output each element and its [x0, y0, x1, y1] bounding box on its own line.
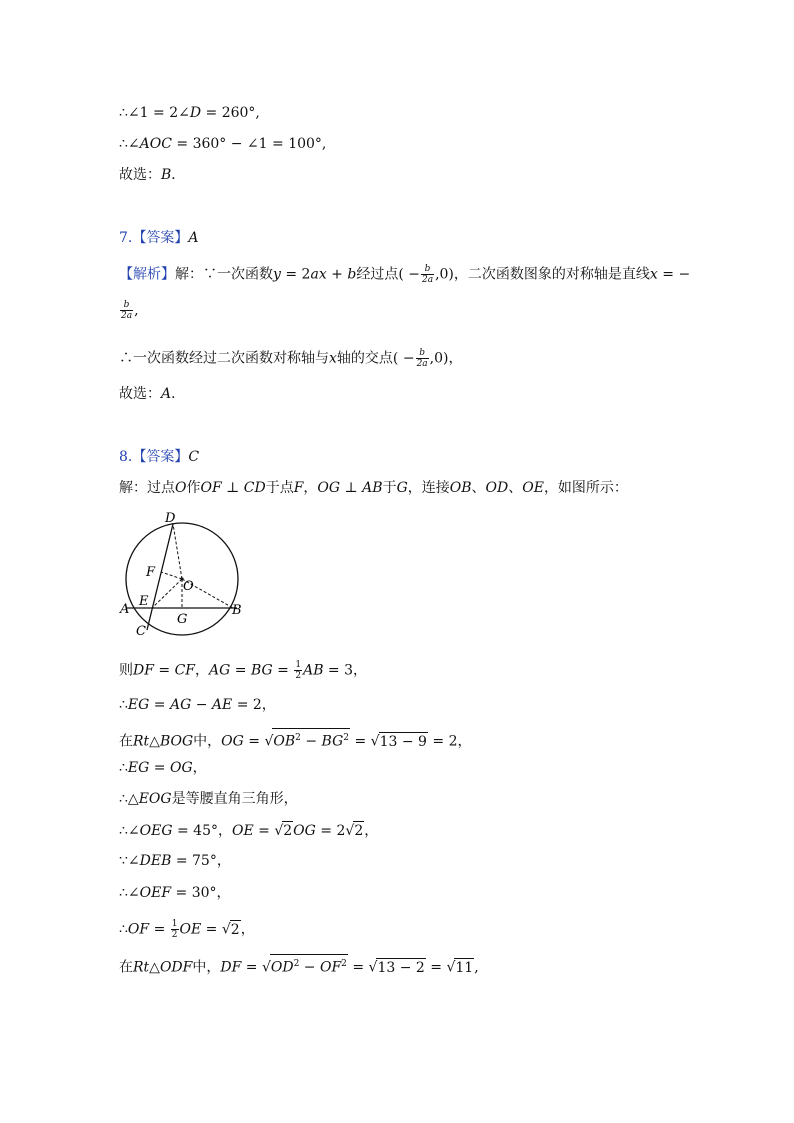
q8-line-10: ∴OF = $\frac{1}{2}$ OE = √2， [119, 919, 255, 940]
q8-answer-tag: 【答案】 [132, 449, 189, 465]
q7-answer-heading [119, 229, 198, 247]
q8-line-2: 则DF = CF，AG = BG = $\frac{1}{2}$ AB = 3， [119, 660, 368, 681]
label-c: C [136, 624, 146, 638]
q7-explanation: 【解析】解：∵一次函数y = 2ax + b经过点( − $\frac{b}{2a}$ ,0)，二次函数图象的对称轴是直线x = − [119, 264, 691, 285]
q8-line-7: ∴∠OEG = 45°，OE = √2OG = 2√2， [119, 823, 379, 839]
line-angle-1: ∴∠1 = 2∠D = 260°, [119, 105, 260, 121]
segment-od [173, 524, 182, 579]
q8-line-5: ∴EG = OG， [119, 760, 207, 776]
q7-explanation-tag: 【解析】 [119, 266, 175, 283]
q8-line-4: 在Rt△BOG中，OG = $√OB^2 - BG^2 = √13 - 9 = 2$， [119, 728, 471, 751]
q8-line-8: ∵∠DEB = 75°， [119, 853, 231, 869]
q8-line-11: 在Rt△ODF中，DF = $√OD^2 - OF^2 = √13 - 2 = √11$, [119, 954, 479, 977]
label-b: B [232, 603, 242, 618]
q7-line-3: ∴一次函数经过二次函数对称轴与x轴的交点( − $\frac{b}{2a}$ ,0)， [119, 348, 463, 369]
q7-choose-a: 故选：A． [119, 386, 186, 402]
q7-number: 7. [119, 230, 133, 246]
q7-explanation-cont: $\frac{b}{2a}$ , [121, 300, 139, 321]
label-o: O [183, 579, 194, 594]
q8-answer-value: C [188, 449, 200, 465]
label-f: F [146, 565, 156, 580]
segment-of [161, 572, 182, 579]
label-g: G [177, 612, 188, 627]
q8-line-9: ∴∠OEF = 30°， [119, 885, 231, 901]
label-a: A [120, 602, 130, 617]
q7-answer-tag: 【答案】 [132, 230, 189, 246]
line-choose-b: 故选：B． [119, 167, 186, 183]
circle-figure [115, 508, 265, 638]
q8-line-6: ∴△EOG是等腰直角三角形， [119, 791, 298, 807]
q8-line-1: 解：过点O作OF ⊥ CD于点F，OG ⊥ AB于G，连接OB、OD、OE，如图所示： [119, 480, 628, 496]
q8-line-3: ∴EG = AG − AE = 2， [119, 697, 276, 713]
label-d: D [165, 511, 176, 526]
q7-answer-value: A [188, 230, 199, 246]
q8-number: 8. [119, 449, 133, 465]
line-angle-aoc: ∴∠AOC = 360° − ∠1 = 100°, [119, 136, 327, 152]
q8-answer-heading [119, 448, 199, 466]
label-e: E [139, 594, 149, 609]
